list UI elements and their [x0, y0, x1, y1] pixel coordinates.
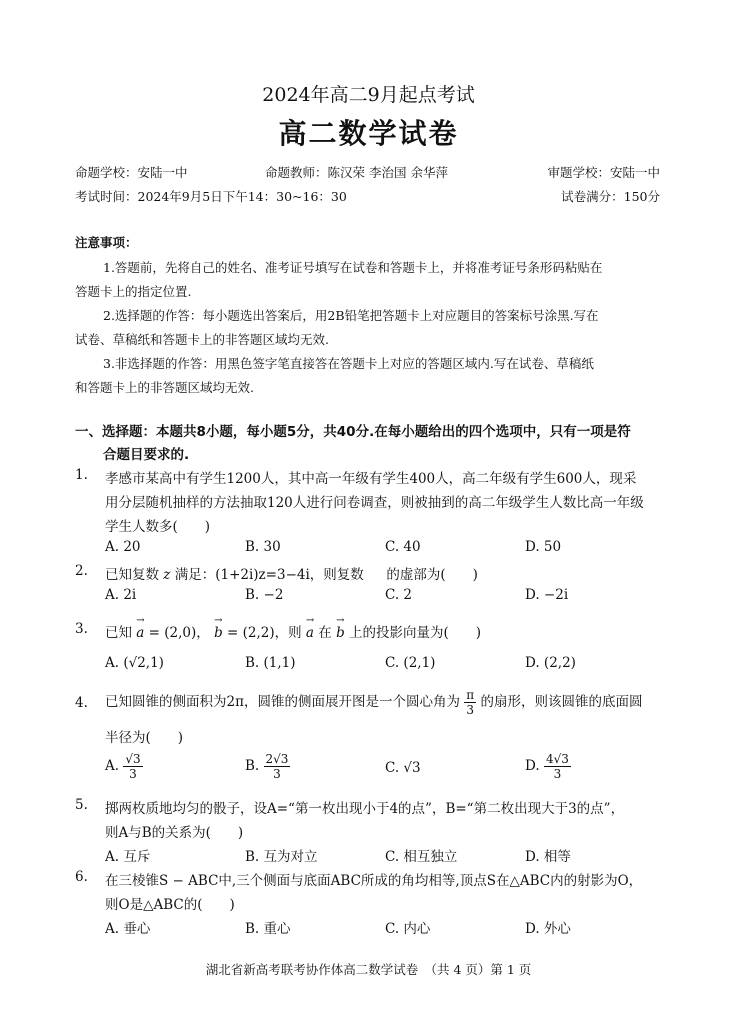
section-heading-line-2: 合题目要求的. — [103, 447, 190, 463]
question-1-line-3: 学生人数多( ) — [105, 519, 211, 535]
question-1-option-d: D. 50 — [525, 539, 562, 555]
option-d-numerator: 4√3 — [545, 752, 569, 766]
question-4-fraction — [464, 688, 476, 717]
page-footer: 湖北省新高考联考协作体高二数学试卷 （共 4 页）第 1 页 — [205, 962, 532, 977]
question-2-option-a: A. 2i — [105, 587, 137, 603]
vector-b-ref: → b — [336, 625, 345, 641]
question-6-number: 6. — [75, 869, 88, 885]
question-2-text-pre: 已知复数 — [105, 567, 159, 583]
fraction-numerator: π — [466, 688, 475, 702]
question-3-option-b: B. (1,1) — [245, 655, 296, 671]
question-3-option-d: D. (2,2) — [525, 655, 576, 671]
notice-item-1-line-1: 1.答题前，先将自己的姓名、准考证号填写在试卷和答题卡上，并将准考证号条形码粘贴在 — [103, 260, 603, 275]
exam-title: 2024年高二9月起点考试 — [262, 84, 475, 106]
question-3-a-value: = (2,0)， — [148, 625, 210, 641]
question-5-option-c: C. 相互独立 — [385, 849, 458, 865]
question-3-text-pre: 已知 — [105, 625, 132, 641]
vector-b: → b — [214, 625, 223, 641]
notice-item-3-line-2: 和答题卡上的非答题区域均无效. — [75, 380, 254, 395]
question-2-variable-z: z — [163, 567, 171, 583]
question-5-line-2: 则A与B的关系为( ) — [105, 825, 244, 841]
question-5-option-a: A. 互斥 — [105, 849, 151, 865]
question-5-number: 5. — [75, 797, 88, 813]
question-2-option-c: C. 2 — [385, 587, 413, 603]
fraction-denominator: 3 — [466, 703, 475, 717]
question-4-stem — [105, 688, 642, 717]
question-4-text-pre: 已知圆锥的侧面积为2π，圆锥的侧面展开图是一个圆心角为 — [105, 694, 460, 710]
question-5-option-d: D. 相等 — [525, 849, 571, 865]
question-1-option-b: B. 30 — [245, 539, 281, 555]
question-3-stem — [105, 621, 481, 641]
question-4-line-2: 半径为( ) — [105, 730, 184, 746]
question-4-text-post: 的扇形，则该圆锥的底面圆 — [480, 694, 643, 710]
question-5-option-b: B. 互为对立 — [245, 849, 318, 865]
question-3-option-c: C. (2,1) — [385, 655, 436, 671]
question-2-stem — [105, 563, 478, 583]
option-b-numerator: 2√3 — [265, 752, 289, 766]
question-6-option-d: D. 外心 — [525, 921, 571, 937]
question-6-option-b: B. 重心 — [245, 921, 291, 937]
question-6-option-a: A. 垂心 — [105, 921, 151, 937]
notice-item-1-line-2: 答题卡上的指定位置. — [75, 284, 192, 299]
question-1-line-1: 孝感市某高中有学生1200人，其中高一年级有学生400人，高二年级有学生600人，现采 — [105, 471, 637, 487]
option-a-denominator: 3 — [129, 767, 137, 781]
question-2-option-b: B. −2 — [245, 587, 284, 603]
option-b-denominator: 3 — [273, 767, 281, 781]
question-1-option-c: C. 40 — [385, 539, 421, 555]
question-1-line-2: 用分层随机抽样的方法抽取120人进行问卷调查，则被抽到的高二年级学生人数比高一年级 — [105, 495, 644, 511]
option-b-label: B. — [245, 758, 260, 774]
paper-title: 高二数学试卷 — [278, 117, 459, 150]
question-5-line-1: 掷两枚质地均匀的骰子，设A=“第一枚出现小于4的点”，B=“第二枚出现大于3的点”， — [105, 801, 625, 817]
question-6-line-1: 在三棱锥S − ABC中,三个侧面与底面ABC所成的角均相等,顶点S在△ABC内的射影为O， — [105, 873, 643, 889]
question-4-option-b — [245, 752, 290, 781]
question-4-option-c: C. √3 — [385, 760, 421, 776]
notice-item-2-line-2: 试卷、草稿纸和答题卡上的非答题区域均无效. — [75, 332, 329, 347]
question-3-option-a: A. (√2,1) — [105, 655, 164, 671]
question-2-number: 2. — [75, 563, 88, 579]
question-6-option-c: C. 内心 — [385, 921, 431, 937]
question-4-option-d — [525, 752, 571, 781]
question-2-text-post: 的虚部为( ) — [386, 567, 478, 583]
notice-item-3-line-1: 3.非选择题的作答：用黑色签字笔直接答在答题卡上对应的答题区域内.写在试卷、草稿纸 — [103, 356, 594, 371]
section-heading-line-1: 一、选择题：本题共8小题，每小题5分，共40分.在每小题给出的四个选项中，只有一项是符 — [75, 424, 631, 440]
question-4-number: 4. — [75, 695, 88, 711]
question-3-text-post: 上的投影向量为( ) — [349, 625, 482, 641]
question-3-b-value: = (2,2)，则 — [227, 625, 302, 641]
notice-item-2-line-1: 2.选择题的作答：每小题选出答案后，用2B铅笔把答题卡上对应题目的答案标号涂黑.写在 — [103, 308, 599, 323]
option-a-numerator: √3 — [125, 752, 141, 766]
author-teachers: 命题教师：陈汉荣 李治国 余华萍 — [265, 165, 448, 180]
question-4-option-a — [105, 752, 143, 781]
review-school: 审题学校：安陆一中 — [547, 165, 660, 180]
question-2-text-mid: 满足：(1+2i)z=3−4i，则复数 — [174, 567, 364, 583]
vector-a-ref: → a — [306, 625, 314, 641]
exam-time: 考试时间：2024年9月5日下午14：30~16：30 — [75, 189, 347, 204]
question-1-option-a: A. 20 — [105, 539, 141, 555]
vector-a: → a — [136, 625, 144, 641]
question-3-number: 3. — [75, 621, 88, 637]
full-score: 试卷满分：150分 — [561, 189, 660, 204]
author-school: 命题学校：安陆一中 — [75, 165, 188, 180]
question-1-number: 1. — [75, 467, 88, 483]
option-a-label: A. — [105, 758, 120, 774]
option-d-label: D. — [525, 758, 540, 774]
question-2-option-d: D. −2i — [525, 587, 569, 603]
notice-heading: 注意事项： — [75, 235, 138, 250]
question-6-line-2: 则O是△ABC的( ) — [105, 897, 235, 913]
option-d-denominator: 3 — [553, 767, 562, 781]
question-3-text-mid: 在 — [318, 625, 332, 641]
